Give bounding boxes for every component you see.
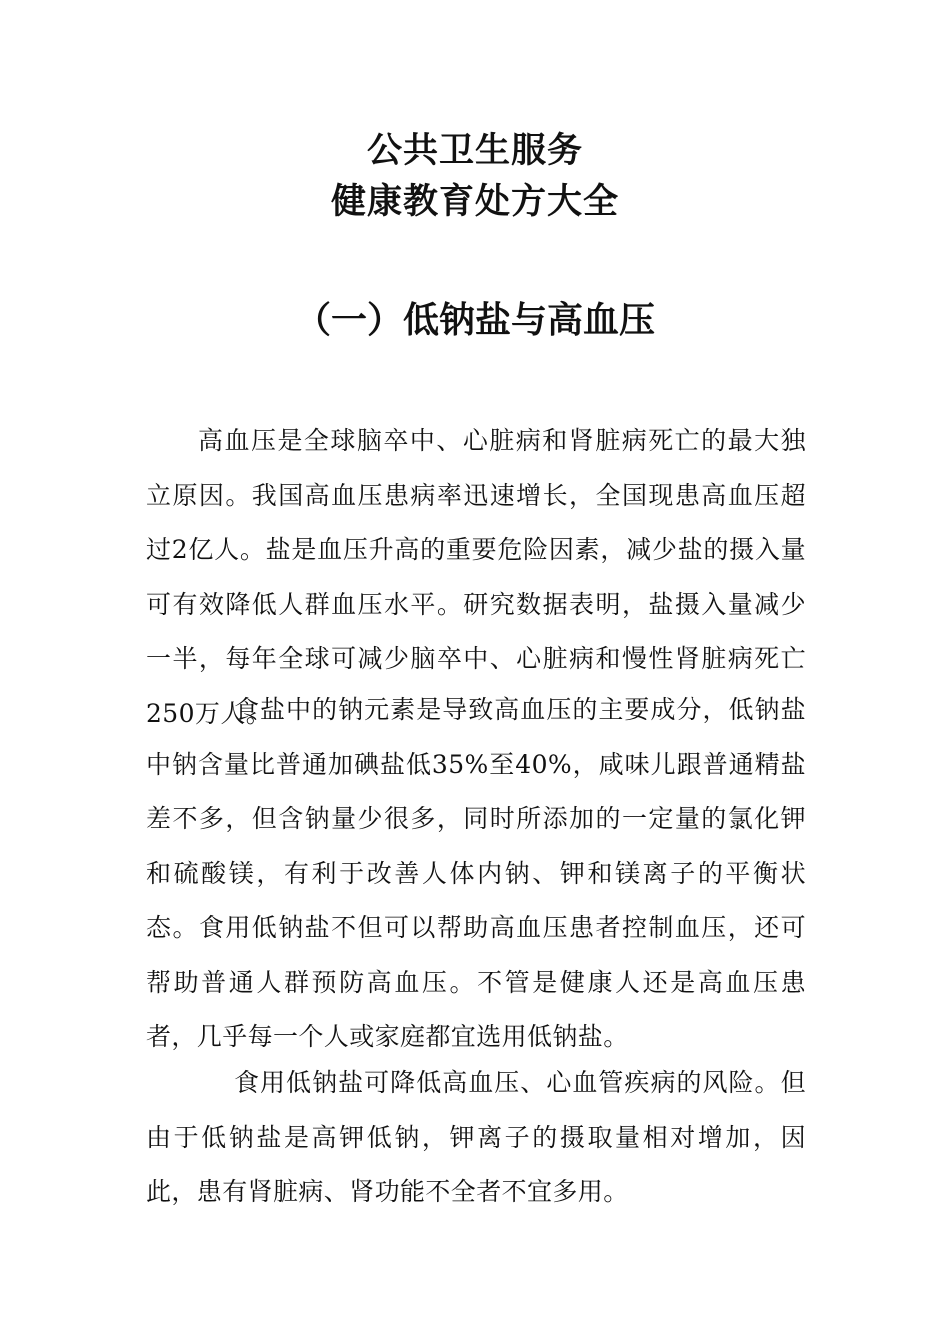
paragraph-1: 高血压是全球脑卒中、心脏病和肾脏病死亡的最大独立原因。我国高血压患病率迅速增长，全国现患高血压超过2亿人。盐是血压升高的重要危险因素，减少盐的摄入量可有效降低人群血压水平。研究数据表明，盐摄入量减少一半，每年全球可减少脑卒中、心脏病和慢性肾脏病死亡250万人。	[146, 426, 806, 728]
document-title-line-2: 健康教育处方大全	[330, 182, 619, 222]
section-heading: （一）低钠盐与高血压	[294, 300, 655, 341]
paragraph-2: 食盐中的钠元素是导致高血压的主要成分，低钠盐中钠含量比普通加碘盐低35%至40%，咸味儿跟普通精盐差不多，但含钠量少很多，同时所添加的一定量的氯化钾和硫酸镁，有利于改善人体内钠、钾和镁离子的平衡状态。食用低钠盐不但可以帮助高血压患者控制血压，还可帮助普通人群预防高血压。不管是健康人还是高血压患者，几乎每一个人或家庭都宜选用低钠盐。	[146, 695, 806, 1051]
document-title-line-1: 公共卫生服务	[366, 131, 583, 171]
paragraph-3: 食用低钠盐可降低高血压、心血管疾病的风险。但由于低钠盐是高钾低钠，钾离子的摄取量相对增加，因此，患有肾脏病、肾功能不全者不宜多用。	[146, 1068, 806, 1206]
